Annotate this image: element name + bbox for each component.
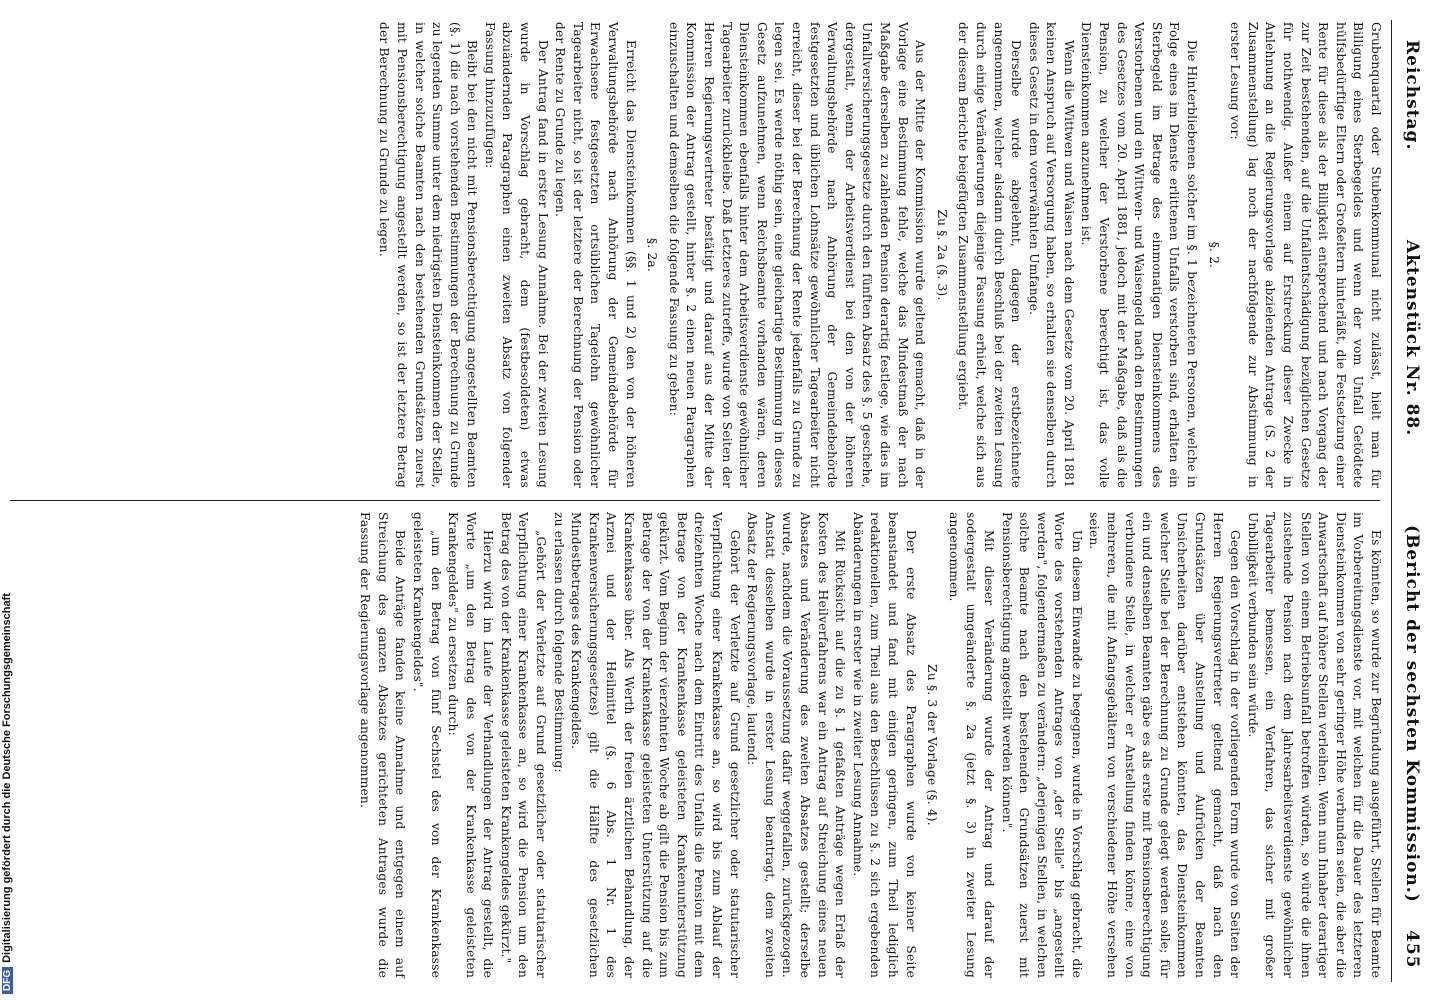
- column-divider: [10, 500, 1380, 501]
- header-document-number: Aktenstück Nr. 88.: [1402, 240, 1422, 437]
- paragraph: „Gehört der Verletzte auf Grund gesetzlicher oder statutarischer Verpflichtung einer Krankenkasse an, so wird die Pension um den Betrag des von der Krankenkasse geleisteten Krankengeldes gekürzt.": [498, 512, 549, 978]
- right-column: [356, 512, 1384, 978]
- paragraph: Um diesem Einwande zu begegnen, wurde in Vorschlag gebracht, die Worte des vorstehenden Antrages von „der Stelle" bis „angestellt werden", folgendermaßen zu verändern: „derjenigen Stellen, in welchen solche Beamte nach den bestehenden Grundsätzen zuerst mit Pensionsberechtigung angestellt werden können".: [999, 512, 1084, 978]
- paragraph: Bleibt bei den nicht mit Pensionsberechtigung angestellten Beamten (§. 1) die nach vorstehenden Bestimmungen der Berechnung zu Grunde zu legenden Summe unter dem niedrigsten Diensteinkommen der Stelle, in welcher solche Beamten nach den bestehenden Grundsätzen zuerst mit Pensionsberechtigung angestellt werden, so ist der letztere Betrag der Berechnung zu Grunde zu legen.: [377, 22, 480, 488]
- section-heading: §. 2.: [1206, 241, 1221, 269]
- paragraph: Gegen den Vorschlag in der vorliegenden Form wurde von Seiten der Herren Regierungsvertreter geltend gemacht, daß nach den Grundsätzen über Anstellung und Aufrücken der Beamten Unsicherheiten darüber entstehen könnten, das Diensteinkommen welcher Stelle bei der Berechnung zu Grunde gelegt werden solle; für ein und denselben Beamten gäbe es als erste mit Pensionsberechtigung verbundene Stelle, in welcher er Anstellung finden könne, eine von mehreren, die mit Anfangsgehältern von verschiedener Höhe versehen seien.: [1087, 512, 1243, 978]
- paragraph: Es könnten, so wurde zur Begründung ausgeführt, Stellen für Beamte im Vorbereitungsdienste vor, mit welchen für die Dauer des letzteren Diensteinkommen von sehr geringer Höhe verbunden seien, die aber die Anwartschaft auf höhere Stellen verleihen. Wenn nun Inhaber derartiger Stellen von einem Betriebsunfall betroffen würden, so würde die ihnen zustehende Pension nach dem Jahresarbeitsverdienste gewöhnlicher Tagearbeiter bemessen, ein Verfahren, das sicher mit großer Unbilligkeit verbunden sein würde.: [1245, 512, 1383, 978]
- header-report-title: (Bericht der sechsten Kommission.): [1402, 525, 1422, 903]
- paragraph: Derselbe wurde abgelehnt, dagegen der erstbezeichnete angenommen, welcher alsdann durch Beschluß bei der zweiten Lesung durch einige Veränderungen diejenige Fassung erhielt, welche sich aus der diesem Berichte beigefügten Zusammenstellung ergiebt.: [956, 22, 1024, 488]
- paragraph: Gehört der Verletzte auf Grund gesetzlicher oder statutarischer Verpflichtung einer Krankenkasse an, so wird bis zum Ablauf der dreizehnten Woche nach dem Eintritt des Unfalls die Pension mit dem Betrage von der Krankenkasse geleisteten Krankenunterstützung gekürzt. Vom Beginn der vierzehnten Woche ab gilt die Pension bis zum Betrage der von der Krankenkasse geleisteten Unterstützung auf die Krankenkasse über. Als Werth der freien ärztlichen Behandlung, der Arznei und der Heilmittel (§. 6 Abs. 1 Nr. 1 des Krankenversicherungsgesetzes) gilt die Hälfte des gesetzlichen Mindestbetrages des Krankengeldes.: [569, 512, 742, 978]
- paragraph: Beide Anträge fanden keine Annahme und entgegen einem auf Streichung des ganzen Absatzes gerichteten Antrages wurde die Fassung der Regierungsvorlage angenommen.: [358, 512, 408, 978]
- paragraph: Hierzu wird im Laufe der Verhandlungen der Antrag gestellt, die Worte „um den Betrag des von der Krankenkasse geleisteten Krankengeldes" zu ersetzen durch:: [446, 512, 496, 978]
- paragraph: Die Hinterbliebenen solcher im §. 1 bezeichneten Personen, welche in Folge eines im Dienste erlittenen Unfalls verstorben sind, erhalten ein Sterbegeld im Betrage des einmonatigen Diensteinkommens des Verstorbenen und ein Wittwen- und Waisengeld nach den Bestimmungen des Gesetzes vom 20. April 1881, jedoch mit der Maßgabe, daß als die Pension, zu welcher der Verstorbene berechtigt ist, das volle Diensteinkommen anzunehmen ist.: [1079, 22, 1200, 488]
- header-rule: [1391, 20, 1392, 982]
- section-heading: Zu §. 3 der Vorlage (§. 4).: [925, 664, 940, 826]
- paragraph: zu erlassen durch folgende Bestimmung:: [551, 512, 566, 773]
- dfg-logo: DFG: [2, 967, 13, 994]
- paragraph: Aus der Mitte der Kommission wurde geltend gemacht, daß in der Vorlage eine Bestimmung fehle, welche das Mindestmaß der nach Maßgabe derselben zu zahlenden Pension derartig festlege, wie dies im Unfallversicherungsgesetze durch den fünften Absatz des §. 5 geschehe, dergestalt, wenn der Arbeitsverdienst bei den von der höheren Verwaltungsbehörde nach Anhörung der Gemeindebehörde festgesetzten und üblichen Lohnsätze gewöhnlicher Tagearbeiter nicht erreicht, dieser bei der Berechnung der Rente jedenfalls zu Grunde zu legen sei. Es werde nöthig sein, eine gleichartige Bestimmung in dieses Gesetz aufzunehmen, wenn Reichsbeamte vorhanden wären, deren Diensteinkommen ebenfalls hinter dem Arbeitsverdienste gewöhnlicher Tagearbeiter zurückbleibe. Daß Letzteres zutreffe, wurde von Seiten der Herren Regierungsvertreter bestätigt und darauf aus der Mitte der Kommission der Antrag gestellt, hinter §. 2 einen neuen Paragraphen einzuschalten und demselben die folgende Fassung zu geben:: [666, 22, 928, 488]
- footer-credit: [1, 593, 13, 994]
- paragraph: Der Antrag fand in erster Lesung Annahme. Bei der zweiten Lesung wurde in Vorschlag gebracht, dem (festbesoldeten) etwas abzuändernden Paragraphen einen zweiten Absatz von folgender Fassung hinzuzufügen:: [482, 22, 550, 488]
- paragraph: Grubenquartal oder Stubenkommunal nicht zulässt, hielt man für Billigung eines Sterbegeldes und wenn der vom Unfall Getödtete hülfsbedürftige Eltern oder Großeltern hinterläßt, die Festsetzung einer Rente für diese als der Billigkeit entsprechend und nach Vorgang der zur Zeit bestehenden, auf die Unfallentschädigung bezüglichen Gesetze für nothwendig. Außer einem auf Erstreckung dieser Zwecke in Anlehnung an die Regierungsvorlage abzielenden Antrage (S. 2 der Zusammenstellung) lag noch der nachfolgende zur Abstimmung in erster Lesung vor:: [1228, 22, 1383, 488]
- paragraph: Mit dieser Veränderung wurde der Antrag und darauf der sodergestalt umgeänderte §. 2a (jetzt §. 3) in zweiter Lesung angenommen.: [946, 512, 996, 978]
- footer-credit-text: Digitalisierung gefördert durch die Deutsche Forschungsgemeinschaft: [1, 593, 13, 963]
- paragraph: Erreicht das Diensteinkommen (§§. 1 und 2) den von der höheren Verwaltungsbehörde nach Anhörung der Gemeindebehörde für Erwachsene festgesetzten ortsüblichen Tagelohn gewöhnlicher Tagearbeiter nicht, so ist der letztere der Berechnung der Pension oder der Rente zu Grunde zu legen.: [553, 22, 638, 488]
- section-heading: §. 2a.: [645, 238, 660, 272]
- page-number: 455: [1402, 930, 1422, 969]
- paragraph: Mit Rücksicht auf die zu §. 1 gefaßten Anträge wegen Erlaß der Kosten des Heilverfahrens war ein Antrag auf Streichung eines neuen Absatzes und Veränderung des zweiten Absatzes gestellt; derselbe wurde, nachdem die Voraussetzung dafür weggefallen, zurückgezogen. Anstatt desselben wurde in erster Lesung beantragt, dem zweiten Absatz der Regierungsvorlage, lautend:: [745, 512, 848, 978]
- paragraph: Der erste Absatz des Paragraphen wurde von keiner Seite beanstandet und fand mit einigen geringen, zum Theil lediglich redaktionellen, zum Theil aus den Beschlüssen zu §. 2 sich ergebenden Abänderungen in erster wie in zweiter Lesung Annahme.: [850, 512, 918, 978]
- paragraph: „um den Betrag von fünf Sechstel des von der Krankenkasse geleisteten Krankengeldes".: [410, 512, 443, 978]
- header-left: Reichstag.: [1402, 40, 1422, 151]
- left-column: [375, 22, 1384, 488]
- paragraph: Wenn die Wittwen und Waisen nach dem Gesetze vom 20. April 1881 keinen Anspruch auf Versorgung haben, so erhalten sie denselben durch dieses Gesetz in dem vorerwähnten Umfange.: [1026, 22, 1076, 488]
- section-heading: Zu §. 2a (§. 3).: [934, 209, 949, 301]
